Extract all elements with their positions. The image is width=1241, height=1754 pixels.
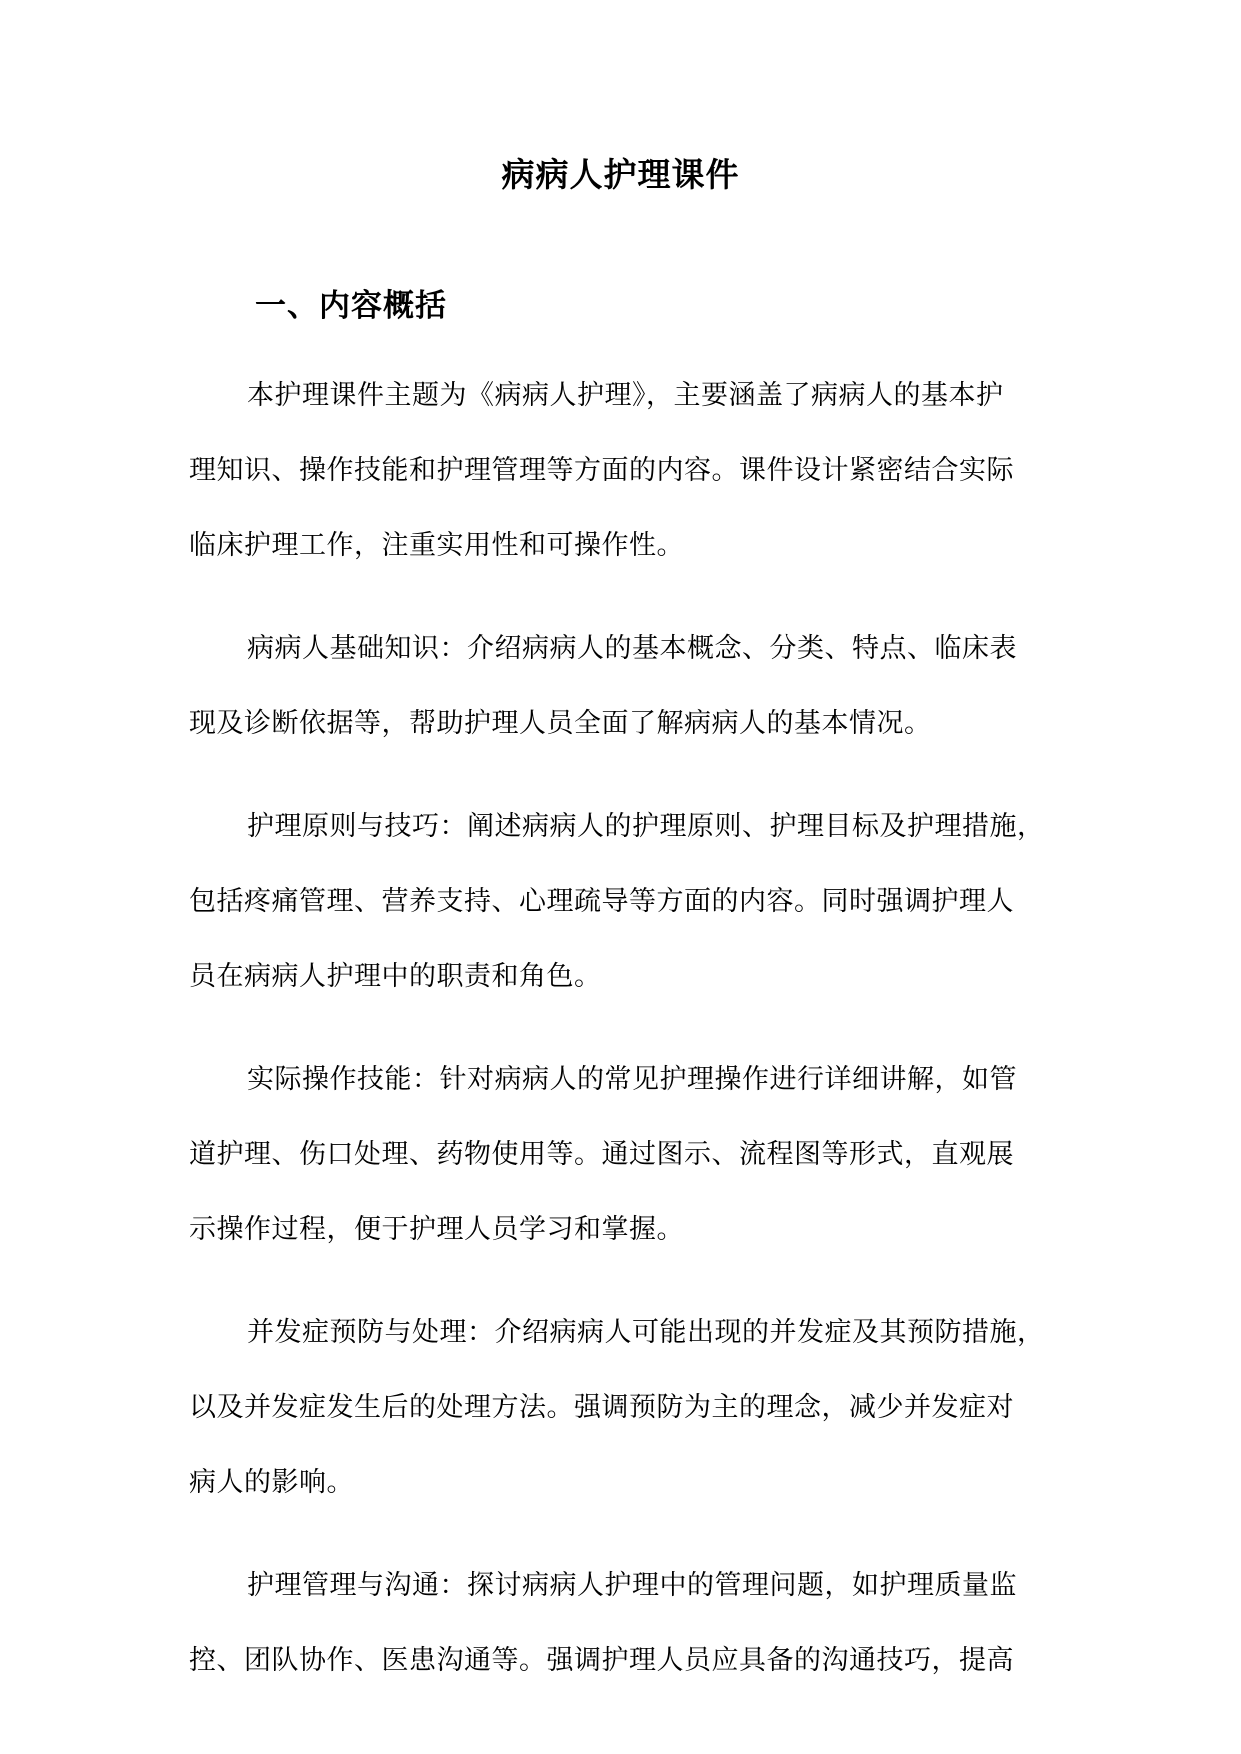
paragraph-line: 示操作过程，便于护理人员学习和掌握。 <box>189 1214 684 1245</box>
paragraph-operation-skills <box>189 1042 1055 1267</box>
paragraph-management-communication <box>189 1548 1055 1698</box>
document-body <box>189 358 1055 1726</box>
paragraph-line: 理知识、操作技能和护理管理等方面的内容。课件设计紧密结合实际 <box>189 455 1014 486</box>
paragraph-line: 并发症预防与处理：介绍病病人可能出现的并发症及其预防措施， <box>247 1317 1045 1348</box>
paragraph-line: 本护理课件主题为《病病人护理》，主要涵盖了病病人的基本护 <box>247 380 1004 411</box>
paragraph-complications <box>189 1295 1055 1520</box>
paragraph-line: 护理管理与沟通：探讨病病人护理中的管理问题，如护理质量监 <box>247 1570 1017 1601</box>
paragraph-line: 病人的影响。 <box>189 1467 354 1498</box>
paragraph-basic-knowledge <box>189 611 1055 761</box>
paragraph-line: 以及并发症发生后的处理方法。强调预防为主的理念，减少并发症对 <box>189 1392 1014 1423</box>
section-heading: 一、内容概括 <box>255 288 447 324</box>
paragraph-line: 现及诊断依据等，帮助护理人员全面了解病病人的基本情况。 <box>189 708 932 739</box>
paragraph-line: 护理原则与技巧：阐述病病人的护理原则、护理目标及护理措施， <box>247 811 1045 842</box>
document-title: 病病人护理课件 <box>501 155 740 194</box>
paragraph-line: 实际操作技能：针对病病人的常见护理操作进行详细讲解，如管 <box>247 1064 1017 1095</box>
paragraph-line: 病病人基础知识：介绍病病人的基本概念、分类、特点、临床表 <box>247 633 1017 664</box>
paragraph-line: 员在病病人护理中的职责和角色。 <box>189 961 602 992</box>
paragraph-overview <box>189 358 1055 583</box>
paragraph-nursing-principles <box>189 789 1055 1014</box>
paragraph-line: 道护理、伤口处理、药物使用等。通过图示、流程图等形式，直观展 <box>189 1139 1014 1170</box>
paragraph-line: 控、团队协作、医患沟通等。强调护理人员应具备的沟通技巧，提高 <box>189 1645 1014 1676</box>
paragraph-line: 临床护理工作，注重实用性和可操作性。 <box>189 530 684 561</box>
paragraph-line: 包括疼痛管理、营养支持、心理疏导等方面的内容。同时强调护理人 <box>189 886 1014 917</box>
